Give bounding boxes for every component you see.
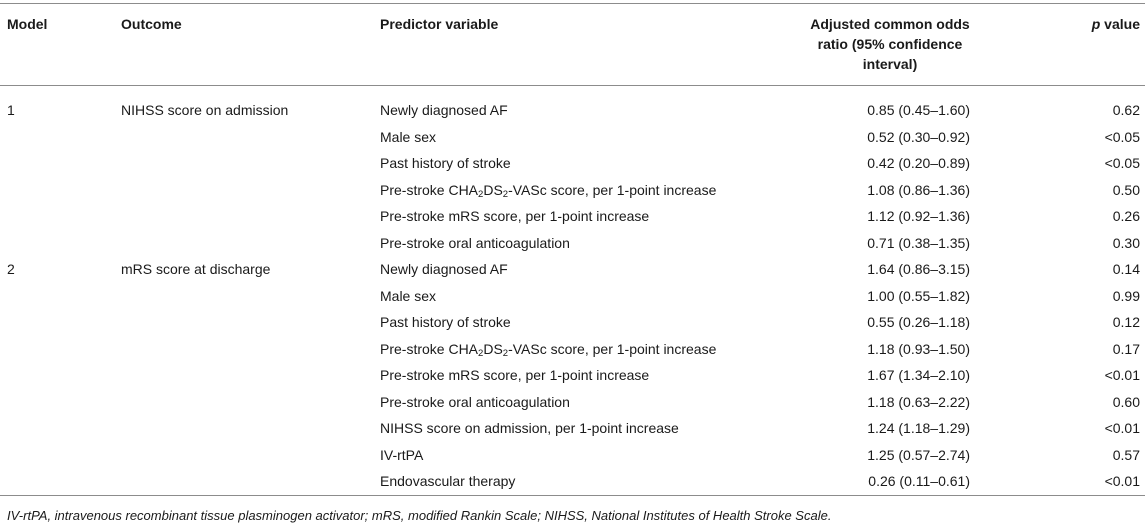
cell-model: 2: [7, 261, 15, 277]
odds-ratio-value: 1.67 (1.34–2.10): [867, 367, 970, 383]
cell-p-value: <0.01: [1104, 367, 1140, 383]
table-row: [0, 309, 1145, 336]
predictor-subscript: 2: [502, 188, 509, 200]
predictor-text: Pre-stroke CHA: [380, 181, 479, 198]
header-p-value: [1092, 14, 1140, 34]
predictor-subscript: 2: [478, 347, 484, 359]
odds-ratio-value: 1.18 (0.63–2.22): [867, 393, 970, 410]
cell-p-value: <0.01: [1104, 420, 1140, 436]
odds-ratio-value: 0.52 (0.30–0.92): [867, 128, 970, 145]
cell-predictor: Pre-stroke mRS score, per 1-point increase: [380, 367, 650, 383]
odds-ratio-value: 0.71 (0.38–1.35): [867, 234, 970, 251]
cell-p-value: 0.17: [1112, 340, 1140, 357]
odds-ratio-value: 0.55 (0.26–1.18): [867, 314, 970, 330]
cell-predictor: NIHSS score on admission, per 1-point increase: [380, 420, 679, 436]
header-odds-ratio-line3: interval): [862, 56, 918, 72]
odds-ratio-value: 1.64 (0.86–3.15): [867, 261, 970, 277]
cell-outcome: mRS score at discharge: [121, 261, 271, 277]
table-row: [0, 124, 1145, 151]
table-row: [0, 442, 1145, 469]
header-p-italic: p: [1091, 16, 1101, 32]
cell-p-value: 0.60: [1112, 393, 1140, 410]
table-footnote: IV-rtPA, intravenous recombinant tissue plasminogen activator; mRS, modified Rankin Scale; NIHSS, National Institutes of Health Stroke Scale.: [7, 508, 832, 523]
header-odds-ratio: [800, 14, 980, 74]
cell-p-value: 0.30: [1112, 234, 1140, 251]
table-row: [0, 97, 1145, 124]
cell-predictor: Endovascular therapy: [380, 473, 516, 489]
cell-p-value: 0.57: [1112, 446, 1140, 463]
header-rule: [0, 85, 1145, 86]
header-predictor: Predictor variable: [380, 16, 499, 32]
table-row: [0, 415, 1145, 442]
cell-outcome: NIHSS score on admission: [121, 102, 289, 118]
odds-ratio-value: 0.42 (0.20–0.89): [867, 155, 970, 171]
cell-model: 1: [7, 102, 15, 118]
header-odds-ratio-line1: Adjusted common odds: [810, 16, 970, 32]
odds-ratio-value: 1.18 (0.93–1.50): [867, 340, 970, 357]
cell-p-value: <0.05: [1104, 128, 1140, 145]
predictor-text: -VASc score, per 1-point increase: [508, 181, 717, 198]
odds-ratio-value: 1.08 (0.86–1.36): [867, 181, 970, 198]
cell-predictor: Newly diagnosed AF: [380, 261, 508, 277]
cell-p-value: <0.01: [1104, 473, 1140, 489]
cell-predictor: Pre-stroke oral anticoagulation: [380, 234, 570, 251]
predictor-subscript: 2: [502, 347, 509, 359]
cell-p-value: <0.05: [1104, 155, 1140, 171]
header-model: Model: [7, 16, 48, 32]
table-row: [0, 150, 1145, 177]
table-row: [0, 283, 1145, 310]
table-row: [0, 230, 1145, 257]
cell-predictor: Pre-stroke mRS score, per 1-point increase: [380, 208, 650, 224]
odds-ratio-value: 0.85 (0.45–1.60): [867, 102, 970, 118]
predictor-text: -VASc score, per 1-point increase: [508, 340, 717, 357]
cell-p-value: 0.26: [1112, 208, 1140, 224]
predictor-text: Pre-stroke CHA: [380, 340, 479, 357]
odds-ratio-value: 0.26 (0.11–0.61): [868, 473, 970, 489]
table-row: [0, 256, 1145, 283]
predictor-text: DS: [483, 181, 503, 198]
cell-predictor: Past history of stroke: [380, 314, 511, 330]
cell-predictor: Newly diagnosed AF: [380, 102, 508, 118]
cell-p-value: 0.12: [1112, 314, 1140, 330]
cell-predictor: Male sex: [380, 128, 437, 145]
table-row: [0, 468, 1145, 495]
table-row: [0, 362, 1145, 389]
header-outcome: Outcome: [121, 16, 182, 32]
cell-predictor: [380, 336, 716, 363]
cell-predictor: Male sex: [380, 287, 437, 304]
odds-ratio-value: 1.12 (0.92–1.36): [867, 208, 970, 224]
cell-p-value: 0.99: [1112, 287, 1140, 304]
cell-predictor: [380, 177, 716, 204]
header-odds-ratio-line2: ratio (95% confidence: [817, 36, 963, 52]
table-row: [0, 203, 1145, 230]
predictor-subscript: 2: [478, 188, 484, 200]
odds-ratio-value: 1.25 (0.57–2.74): [867, 446, 970, 463]
cell-p-value: 0.50: [1112, 181, 1140, 198]
odds-ratio-value: 1.00 (0.55–1.82): [867, 287, 970, 304]
predictor-text: DS: [483, 340, 503, 357]
table-row: [0, 177, 1145, 204]
header-p-rest: value: [1100, 16, 1140, 32]
cell-predictor: Past history of stroke: [380, 155, 511, 171]
cell-predictor: Pre-stroke oral anticoagulation: [380, 393, 570, 410]
table-row: [0, 389, 1145, 416]
cell-p-value: 0.14: [1112, 261, 1140, 277]
odds-ratio-value: 1.24 (1.18–1.29): [867, 420, 970, 436]
table-bottom-rule: [0, 495, 1145, 496]
table-top-rule: [0, 3, 1145, 4]
cell-p-value: 0.62: [1112, 102, 1140, 118]
cell-predictor: IV-rtPA: [380, 446, 424, 463]
table-row: [0, 336, 1145, 363]
